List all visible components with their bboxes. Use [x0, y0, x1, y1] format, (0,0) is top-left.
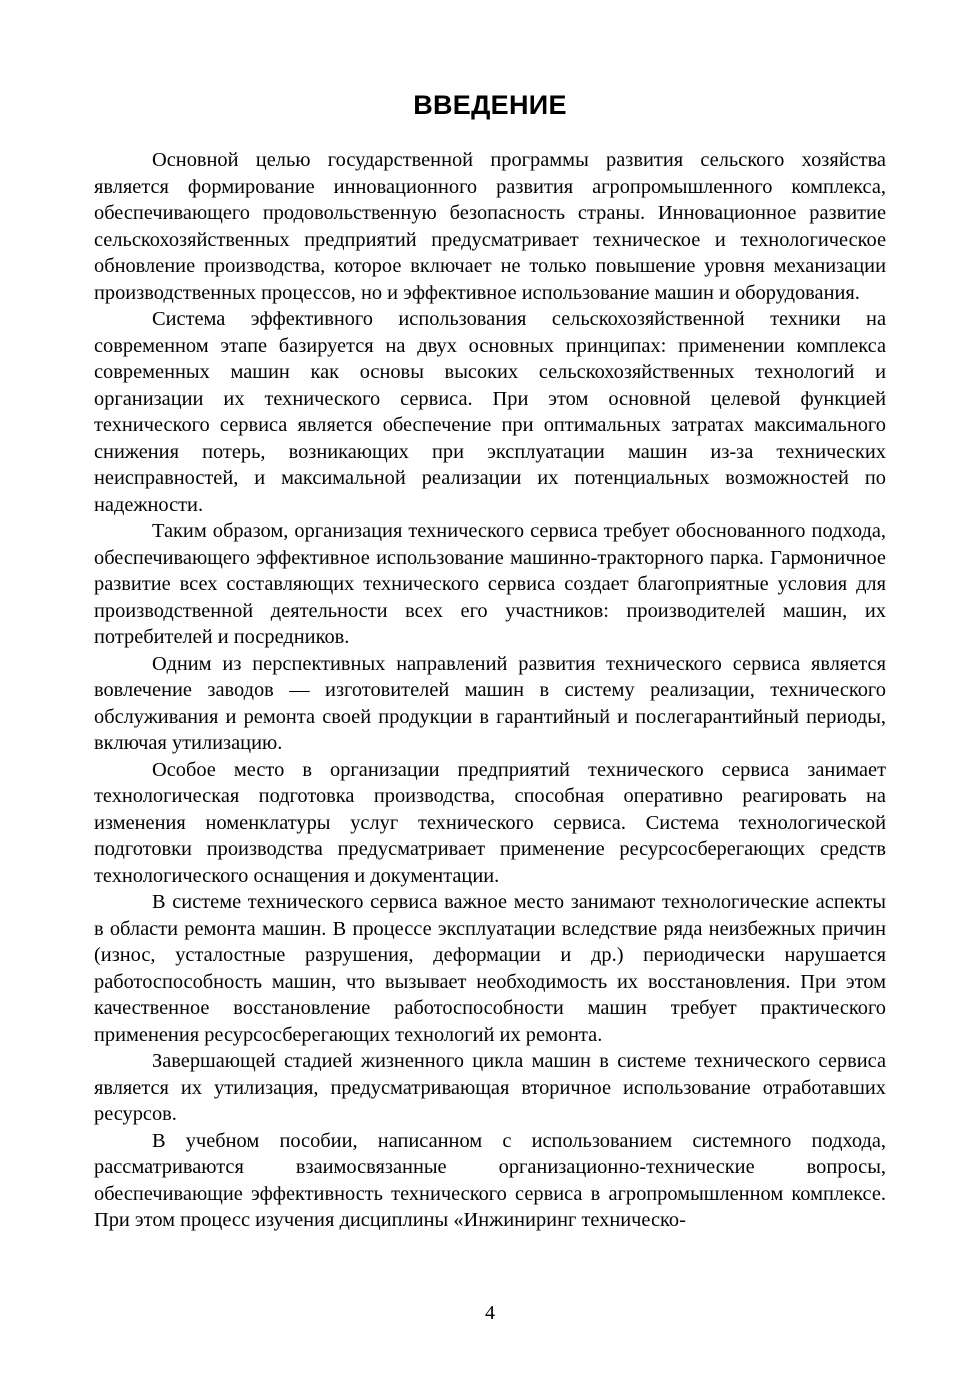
- paragraph: Завершающей стадией жизненного цикла машин в системе технического сервиса является их утилизация, предусматривающая вторичное использование отработавших ресурсов.: [94, 1050, 886, 1125]
- paragraph: Одним из перспективных направлений развития технического сервиса является вовлечение заводов — изготовителей машин в систему реализации, технического обслуживания и ремонта своей продукции в гарантийный и послегарантийный периоды, включая утилизацию.: [94, 652, 886, 754]
- paragraph: Особое место в организации предприятий технического сервиса занимает технологическая подготовка производства, способная оперативно реагировать на изменения номенклатуры услуг технического сервиса. Система технологической подготовки производства предусматривает применение ресурсосберегающих средств технологического оснащения и документации.: [94, 758, 886, 887]
- page-number: 4: [485, 1302, 495, 1324]
- paragraph: Основной целью государственной программы развития сельского хозяйства является формирование инновационного развития агропромышленного комплекса, обеспечивающего продовольственную безопасность страны. Инновационное развитие сельскохозяйственных предприятий предусматривает техническое и технологическое обновление производства, которое включает не только повышение уровня механизации производственных процессов, но и эффективное использование машин и оборудования.: [94, 149, 886, 304]
- body-text: [94, 147, 886, 1234]
- paragraph: В системе технического сервиса важное место занимают технологические аспекты в области ремонта машин. В процессе эксплуатации вследствие ряда неизбежных причин (износ, усталостные разрушения, деформации и др.) периодически нарушается работоспособность машин, что вызывает необходимость их восстановления. При этом качественное восстановление работоспособности машин требует практического применения ресурсосберегающих технологий их ремонта.: [94, 891, 886, 1046]
- page-title: ВВЕДЕНИЕ: [413, 90, 567, 120]
- paragraph: Таким образом, организация технического сервиса требует обоснованного подхода, обеспечивающего эффективное использование машинно-тракторного парка. Гармоничное развитие всех составляющих технического сервиса создает благоприятные условия для производственной деятельности всех его участников: производителей машин, их потребителей и посредников.: [94, 520, 886, 648]
- paragraph: Система эффективного использования сельскохозяйственной техники на современном этапе базируется на двух основных принципах: применении комплекса современных машин как основы высоких сельскохозяйственных технологий и организации их технического сервиса. При этом основной целевой функцией технического сервиса является обеспечение при оптимальных затратах максимального снижения потерь, возникающих при эксплуатации машин из-за технических неисправностей, и максимальной реализации их потенциальных возможностей по надежности.: [94, 308, 886, 516]
- paragraph: В учебном пособии, написанном с использованием системного подхода, рассматриваются взаимосвязанные организационно-технические вопросы, обеспечивающие эффективность технического сервиса в агропромышленном комплексе. При этом процесс изучения дисциплины «Инжиниринг техническо-: [94, 1129, 886, 1231]
